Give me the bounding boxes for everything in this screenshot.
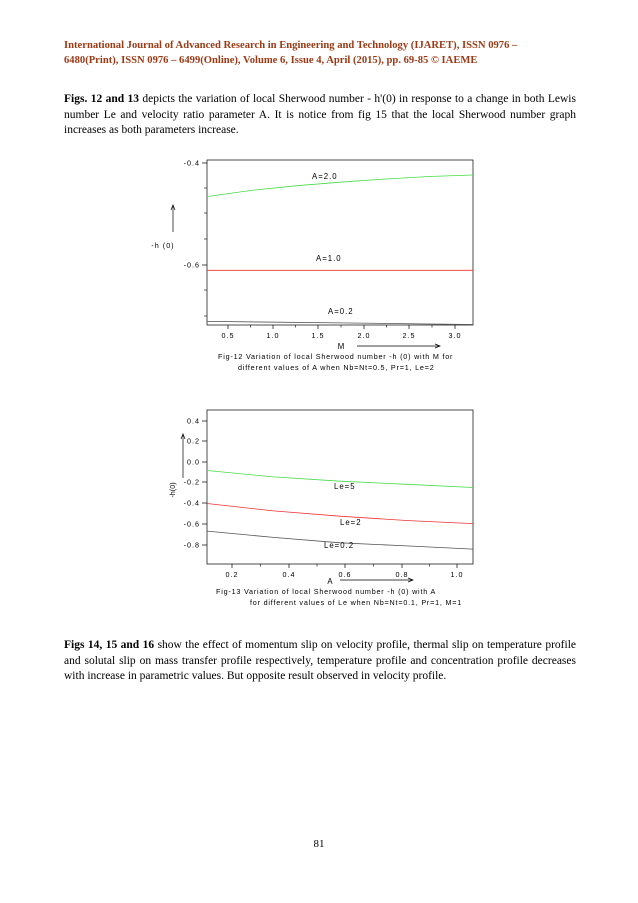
y-axis-label: -h(0)	[168, 482, 177, 498]
x-axis-label: M	[337, 342, 345, 351]
series-label: A=2.0	[312, 172, 338, 181]
y-tick-label: -0.8	[183, 540, 200, 550]
series-label: Le=5	[334, 482, 356, 491]
paragraph-figs-14-16	[64, 638, 576, 685]
header-line-2: 6480(Print), ISSN 0976 – 6499(Online), Volume 6, Issue 4, April (2015), pp. 69-85 © IAEME	[64, 55, 478, 66]
x-tick-label: 0.5	[221, 331, 235, 340]
x-tick-label: 3.0	[448, 331, 462, 340]
y-tick-label: -0.2	[183, 477, 200, 487]
figure-caption-line-1: Fig-12 Variation of local Sherwood number -h (0) with M for	[218, 352, 454, 361]
series-label: Le=2	[340, 518, 362, 527]
figure-caption-line-1: Fig-13 Variation of local Sherwood number -h (0) with A	[216, 587, 437, 596]
series-label: A=0.2	[328, 307, 354, 316]
y-tick-label: 0.2	[187, 436, 200, 446]
y-tick-label: -0.4	[183, 158, 200, 168]
y-tick-label: 0.0	[187, 457, 200, 467]
paragraph-1-body: depicts the variation of local Sherwood number - h'(0) in response to a change in both Lewis number Le and velocity ratio parameter A. It is notice from fig 15 that the local Sherwood number graph increases as both parameters increase.	[64, 93, 576, 137]
paragraph-1-lead: Figs. 12 and 13	[64, 93, 139, 105]
series-label: A=1.0	[316, 254, 342, 263]
plot-frame	[207, 160, 473, 325]
x-tick-label: 1.5	[311, 331, 325, 340]
x-tick-label: 0.6	[338, 570, 352, 579]
x-tick-label: 2.5	[402, 331, 416, 340]
series-line-a-2-0	[207, 175, 473, 197]
y-axis-label: -h (0)	[151, 241, 175, 250]
x-tick-label: 0.8	[395, 570, 409, 579]
x-tick-label: 1.0	[450, 570, 464, 579]
figure-caption-line-2: different values of A when Nb=Nt=0.5, Pr=1, Le=2	[238, 363, 435, 372]
y-tick-label: -0.4	[183, 498, 200, 508]
x-tick-label: 0.4	[282, 570, 296, 579]
x-tick-label: 1.0	[266, 331, 280, 340]
y-tick-label: -0.6	[183, 519, 200, 529]
paragraph-2-lead: Figs 14, 15 and 16	[64, 639, 155, 651]
series-label: Le=0.2	[324, 541, 355, 550]
x-axis-label: A	[327, 577, 333, 586]
series-line-a-0-2	[207, 321, 473, 324]
paragraph-2-body: show the effect of momentum slip on velocity profile, thermal slip on temperature profile and solutal slip on mass transfer profile respectively, temperature profile and concentration profile decreases with increase in parametric values. But opposite result observed in velocity profile.	[64, 639, 576, 683]
figure-caption-line-2: for different values of Le when Nb=Nt=0.1, Pr=1, M=1	[250, 598, 463, 607]
y-tick-label: 0.4	[187, 416, 200, 426]
header-line-1: International Journal of Advanced Research in Engineering and Technology (IJARET), ISSN 0976 –	[64, 40, 518, 51]
x-tick-label: 0.2	[225, 570, 239, 579]
x-tick-label: 2.0	[357, 331, 371, 340]
page-number: 81	[313, 838, 325, 850]
y-tick-label: -0.6	[183, 260, 200, 270]
